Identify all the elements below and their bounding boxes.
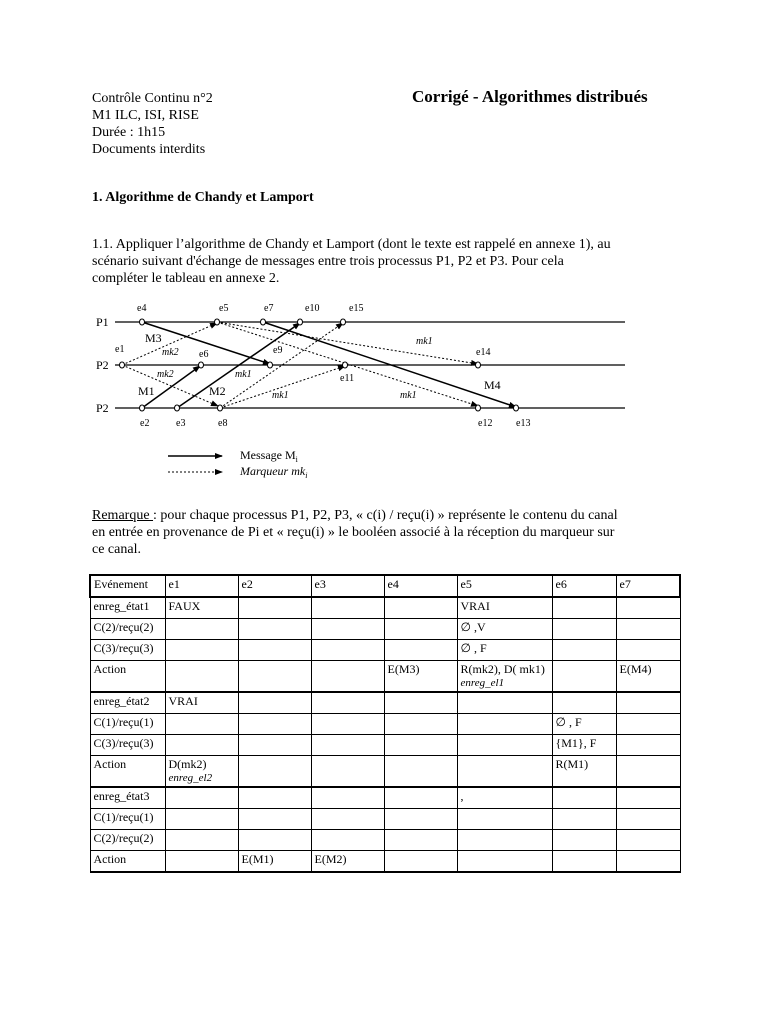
- table-cell: [165, 597, 238, 619]
- event-dot: [199, 362, 204, 368]
- table-cell: [616, 851, 680, 873]
- table-cell: [165, 809, 238, 830]
- table-cell: [165, 692, 238, 714]
- cell-text: Action: [93, 852, 127, 866]
- event-dot: [476, 362, 481, 368]
- table-cell: [311, 619, 384, 640]
- table-header-cell: e3: [311, 575, 384, 597]
- table-header-cell: e7: [616, 575, 680, 597]
- table-cell: [311, 640, 384, 661]
- documents-label: Documents interdits: [92, 142, 206, 157]
- event-label: e5: [219, 303, 229, 314]
- marker-label: mk2: [162, 347, 179, 358]
- legend-marker-label: Marqueur $mk_i$: [240, 464, 308, 480]
- table-cell: [238, 661, 311, 693]
- table-cell: [457, 714, 552, 735]
- table-cell: [457, 830, 552, 851]
- table-cell: [384, 597, 457, 619]
- table-cell: [457, 756, 552, 788]
- table-cell: [552, 661, 616, 693]
- table-cell: [165, 851, 238, 873]
- cell-text: VRAI: [460, 599, 490, 613]
- event-dot: [140, 405, 145, 411]
- table-cell: [384, 851, 457, 873]
- process-label: P1: [96, 315, 109, 329]
- table-cell: [238, 809, 311, 830]
- table-cell: [616, 756, 680, 788]
- remark-line-2: en entrée en provenance de Pi et « reçu(i) » le booléen associé à la réception du marqueur sur: [92, 525, 615, 540]
- remark-text: : pour chaque processus P1, P2, P3, « c(i) / reçu(i) » représente le contenu du canal: [153, 508, 618, 523]
- cell-text: E(M2): [314, 852, 347, 866]
- table-row: [90, 851, 680, 873]
- table-header-cell: e2: [238, 575, 311, 597]
- question-line-1: 1.1. Appliquer l’algorithme de Chandy et Lamport (dont le texte est rappelé en annexe 1), au: [92, 237, 611, 252]
- event-dot: [215, 319, 220, 325]
- section-heading: 1. Algorithme de Chandy et Lamport: [92, 190, 314, 205]
- table-row: [90, 830, 680, 851]
- event-label: e8: [218, 418, 228, 429]
- event-label: e9: [273, 345, 283, 356]
- message-label: M1: [138, 384, 155, 398]
- table-cell: [384, 809, 457, 830]
- event-dot: [476, 405, 481, 411]
- table-cell: [311, 787, 384, 809]
- table-cell: [384, 787, 457, 809]
- table-cell: [616, 692, 680, 714]
- event-dot: [120, 362, 125, 368]
- table-cell: [384, 756, 457, 788]
- table-cell: [165, 714, 238, 735]
- events-table: [89, 574, 681, 873]
- table-cell: [238, 714, 311, 735]
- cell-text: D(mk2): [168, 757, 207, 771]
- table-cell: [457, 809, 552, 830]
- row-label-cell: [90, 692, 165, 714]
- message-label: M3: [145, 331, 162, 345]
- table-cell: [457, 640, 552, 661]
- table-cell: [457, 619, 552, 640]
- row-label-cell: [90, 714, 165, 735]
- cell-text: ,: [460, 789, 464, 803]
- cell-subtext: enreg_el2: [168, 772, 213, 784]
- cell-text: enreg_état1: [93, 599, 150, 613]
- table-cell: [311, 597, 384, 619]
- table-cell: [238, 851, 311, 873]
- cell-text: ∅ , F: [555, 715, 582, 729]
- table-cell: [384, 714, 457, 735]
- table-cell: [238, 787, 311, 809]
- table-cell: [238, 619, 311, 640]
- table-cell: [311, 692, 384, 714]
- cell-text: R(M1): [555, 757, 589, 771]
- legend-message-label: Message $M_i$: [240, 448, 298, 464]
- table-cell: [552, 851, 616, 873]
- table-cell: [165, 640, 238, 661]
- table-cell: [457, 787, 552, 809]
- table-cell: [552, 692, 616, 714]
- table-cell: [457, 661, 552, 693]
- cell-text: C(2)/reçu(2): [93, 620, 154, 634]
- marker-label: mk1: [416, 336, 433, 347]
- duration-label: Durée : 1h15: [92, 125, 166, 140]
- marker-label: mk2: [157, 369, 174, 380]
- table-cell: [165, 661, 238, 693]
- table-cell: [384, 692, 457, 714]
- table-row: [90, 661, 680, 693]
- cell-text: E(M1): [241, 852, 274, 866]
- page-title: Corrigé - Algorithmes distribués: [412, 87, 648, 106]
- process-label: P2: [96, 401, 109, 415]
- event-dot: [343, 362, 348, 368]
- table-row: [90, 787, 680, 809]
- table-cell: [616, 619, 680, 640]
- table-cell: [311, 735, 384, 756]
- event-dot: [218, 405, 223, 411]
- row-label-cell: [90, 735, 165, 756]
- event-label: e2: [140, 418, 150, 429]
- table-header-cell: e1: [165, 575, 238, 597]
- table-cell: [384, 661, 457, 693]
- table-cell: [552, 756, 616, 788]
- cell-text: ∅ ,V: [460, 620, 486, 634]
- cell-text: C(3)/reçu(3): [93, 736, 154, 750]
- event-dot: [175, 405, 180, 411]
- row-label-cell: [90, 661, 165, 693]
- cell-text: enreg_état2: [93, 694, 150, 708]
- cell-text: C(1)/reçu(1): [93, 715, 154, 729]
- table-cell: [552, 619, 616, 640]
- table-cell: [311, 714, 384, 735]
- table-cell: [457, 597, 552, 619]
- table-header-cell: Evénement: [90, 575, 165, 597]
- table-cell: [238, 640, 311, 661]
- table-cell: [311, 830, 384, 851]
- cell-text: E(M4): [619, 662, 652, 676]
- event-dot: [261, 319, 266, 325]
- table-cell: [238, 756, 311, 788]
- table-row: [90, 597, 680, 619]
- table-cell: [552, 735, 616, 756]
- cell-text: R(mk2), D( mk1): [460, 662, 545, 676]
- process-label: P2: [96, 358, 109, 372]
- table-cell: [616, 787, 680, 809]
- table-cell: [311, 756, 384, 788]
- table-cell: [384, 640, 457, 661]
- table-cell: [238, 597, 311, 619]
- cell-text: Action: [93, 662, 127, 676]
- table-header-cell: e6: [552, 575, 616, 597]
- cell-text: C(3)/reçu(3): [93, 641, 154, 655]
- remark-label: Remarque: [92, 508, 154, 523]
- table-row: [90, 756, 680, 788]
- row-label-cell: [90, 756, 165, 788]
- cell-subtext: enreg_el1: [460, 677, 505, 689]
- space-time-diagram: [0, 0, 768, 500]
- event-label: e10: [305, 303, 320, 314]
- cell-text: VRAI: [168, 694, 198, 708]
- table-cell: [552, 830, 616, 851]
- course-label: Contrôle Continu n°2: [92, 91, 213, 106]
- cell-text: E(M3): [387, 662, 420, 676]
- row-label-cell: [90, 830, 165, 851]
- table-cell: [457, 735, 552, 756]
- table-header-row: [90, 575, 680, 597]
- table-row: [90, 619, 680, 640]
- marker-arrow-mk1-p2: [217, 322, 478, 364]
- cell-text: {M1}, F: [555, 736, 597, 750]
- event-label: e6: [199, 349, 209, 360]
- table-cell: [384, 735, 457, 756]
- question-line-3: compléter le tableau en annexe 2.: [92, 271, 280, 286]
- table-cell: [552, 714, 616, 735]
- groups-label: M1 ILC, ISI, RISE: [92, 108, 199, 123]
- event-label: e12: [478, 418, 493, 429]
- event-dot: [514, 405, 519, 411]
- table-cell: [616, 640, 680, 661]
- table-cell: [457, 692, 552, 714]
- cell-text: C(2)/reçu(2): [93, 831, 154, 845]
- table-cell: [238, 830, 311, 851]
- table-cell: [552, 597, 616, 619]
- event-label: e3: [176, 418, 186, 429]
- table-cell: [384, 619, 457, 640]
- event-dot: [298, 319, 303, 325]
- row-label-cell: [90, 640, 165, 661]
- table-cell: [311, 809, 384, 830]
- table-cell: [457, 851, 552, 873]
- event-dot: [268, 362, 273, 368]
- table-cell: [165, 830, 238, 851]
- table-cell: [616, 809, 680, 830]
- table-row: [90, 714, 680, 735]
- table-cell: [616, 661, 680, 693]
- question-line-2: scénario suivant d'échange de messages entre trois processus P1, P2 et P3. Pour cela: [92, 254, 564, 269]
- remark-line-3: ce canal.: [92, 542, 141, 557]
- cell-text: FAUX: [168, 599, 201, 613]
- row-label-cell: [90, 597, 165, 619]
- table-cell: [552, 640, 616, 661]
- event-label: e4: [137, 303, 147, 314]
- event-label: e1: [115, 344, 125, 355]
- cell-text: C(1)/reçu(1): [93, 810, 154, 824]
- table-cell: [311, 661, 384, 693]
- table-cell: [552, 809, 616, 830]
- table-cell: [616, 830, 680, 851]
- table-cell: [165, 619, 238, 640]
- table-cell: [238, 735, 311, 756]
- event-dot: [341, 319, 346, 325]
- table-cell: [238, 692, 311, 714]
- event-label: e11: [340, 373, 355, 384]
- event-label: e14: [476, 347, 491, 358]
- table-cell: [616, 735, 680, 756]
- row-label-cell: [90, 787, 165, 809]
- table-row: [90, 640, 680, 661]
- event-label: e7: [264, 303, 274, 314]
- table-cell: [165, 756, 238, 788]
- row-label-cell: [90, 851, 165, 873]
- table-cell: [616, 597, 680, 619]
- table-cell: [165, 735, 238, 756]
- marker-label: mk1: [400, 390, 417, 401]
- message-label: M4: [484, 378, 501, 392]
- table-row: [90, 735, 680, 756]
- row-label-cell: [90, 809, 165, 830]
- event-dot: [140, 319, 145, 325]
- table-row: [90, 692, 680, 714]
- table-header-cell: e5: [457, 575, 552, 597]
- event-label: e13: [516, 418, 531, 429]
- table-cell: [384, 830, 457, 851]
- cell-text: enreg_état3: [93, 789, 150, 803]
- remark-line-1: [92, 507, 618, 524]
- message-label: M2: [209, 384, 226, 398]
- cell-text: Action: [93, 757, 127, 771]
- row-label-cell: [90, 619, 165, 640]
- table-cell: [616, 714, 680, 735]
- table-cell: [552, 787, 616, 809]
- table-row: [90, 809, 680, 830]
- marker-label: mk1: [272, 390, 289, 401]
- event-label: e15: [349, 303, 364, 314]
- marker-label: mk1: [235, 369, 252, 380]
- table-header-cell: e4: [384, 575, 457, 597]
- table-cell: [165, 787, 238, 809]
- table-cell: [311, 851, 384, 873]
- cell-text: ∅ , F: [460, 641, 487, 655]
